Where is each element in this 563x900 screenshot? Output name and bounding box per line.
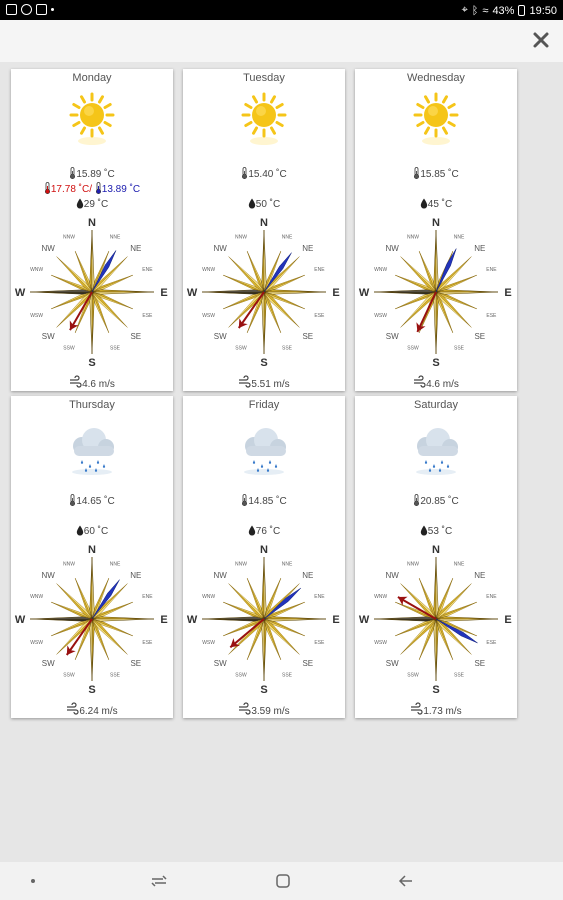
svg-text:WNW: WNW [374,267,388,273]
svg-text:ENE: ENE [314,267,325,273]
day-name: Monday [72,72,112,84]
temp-range-line [11,182,173,195]
svg-text:W: W [186,614,198,626]
humidity: 50 ˚C [255,199,281,210]
svg-text:E: E [332,614,340,626]
svg-text:S: S [260,357,268,369]
svg-text:SE: SE [130,331,142,341]
svg-text:SW: SW [385,658,399,668]
humidity-drop-icon [248,526,256,537]
svg-text:SE: SE [474,658,486,668]
svg-text:W: W [14,287,26,299]
svg-text:SW: SW [385,331,399,341]
svg-text:ESE: ESE [142,313,153,319]
temperature-line [11,494,173,507]
svg-text:NNW: NNW [235,234,247,241]
wind-line [11,377,173,390]
svg-text:NNW: NNW [407,234,419,241]
temp-max: 13.89 ˚C [101,184,141,195]
svg-text:SSW: SSW [63,345,75,352]
recent-apps-icon [150,872,168,890]
humidity-line [183,525,345,537]
dot-icon [24,872,42,890]
humidity-drop-icon [76,199,84,210]
back-button[interactable] [397,872,415,890]
day-name: Saturday [413,399,459,411]
humidity-drop-icon [76,526,84,537]
svg-text:S: S [88,684,96,696]
bluetooth-icon: ᛒ [471,4,479,17]
sun-icon [404,89,468,149]
wind-compass [358,544,512,696]
svg-text:ESE: ESE [314,313,325,319]
compass-rose [186,217,340,369]
humidity-drop-icon [248,199,256,210]
nav-dot-button[interactable] [24,872,42,890]
humidity-line [11,198,173,210]
day-name: Wednesday [407,72,465,84]
svg-text:SE: SE [474,331,486,341]
svg-text:NNE: NNE [281,234,293,241]
svg-text:NW: NW [41,244,55,254]
svg-text:S: S [260,684,268,696]
svg-text:E: E [504,614,512,626]
wind-compass [186,217,340,369]
wind-icon [69,379,82,390]
wind-icon [66,706,79,717]
svg-text:SSW: SSW [235,345,247,352]
thermometer-icon [95,184,102,195]
svg-text:WNW: WNW [202,594,216,600]
humidity-line [183,198,345,210]
close-icon [531,30,551,50]
svg-text:S: S [432,357,440,369]
svg-text:NW: NW [213,571,227,581]
back-icon [397,872,415,890]
app-header [0,20,563,62]
svg-text:E: E [332,287,340,299]
compass-rose [14,544,168,696]
more-notifications-icon [51,8,54,11]
humidity-line [355,198,517,210]
day-card[interactable] [11,396,173,718]
temperature: 15.89 ˚C [76,169,115,180]
day-card[interactable] [183,69,345,391]
temperature-line [183,494,345,507]
svg-text:NE: NE [302,571,314,581]
humidity-drop-icon [420,199,428,210]
rain-cloud-icon [232,416,296,476]
wind-compass [186,544,340,696]
svg-text:N: N [88,544,96,556]
wind-compass [14,217,168,369]
svg-text:N: N [260,217,268,229]
svg-text:S: S [432,684,440,696]
wind-speed: 5.51 m/s [251,379,290,390]
temperature: 15.85 ˚C [420,169,459,180]
svg-text:NW: NW [41,571,55,581]
svg-text:SE: SE [302,658,314,668]
notification-icons [6,4,54,15]
temperature: 20.85 ˚C [420,496,459,507]
temperature-line [11,167,173,180]
svg-text:NNE: NNE [281,561,293,568]
wind-compass [14,544,168,696]
svg-text:NE: NE [474,244,486,254]
svg-text:WSW: WSW [30,640,43,646]
sun-icon [60,89,124,149]
compass-rose [14,217,168,369]
wifi-icon: ≈ [482,4,489,17]
humidity-line [11,525,173,537]
compass-rose [186,544,340,696]
svg-text:SSW: SSW [407,345,419,352]
thermometer-icon [44,184,51,195]
svg-text:WSW: WSW [374,313,387,319]
svg-text:NNW: NNW [63,561,75,568]
day-card[interactable] [11,69,173,391]
svg-text:N: N [432,217,440,229]
svg-text:S: S [88,357,96,369]
svg-text:NE: NE [302,244,314,254]
svg-text:SSE: SSE [109,345,121,352]
day-card[interactable] [355,396,517,718]
wind-speed: 6.24 m/s [79,706,118,717]
clock: 19:50 [529,4,557,17]
svg-text:ESE: ESE [486,640,497,646]
svg-text:W: W [186,287,198,299]
svg-text:ENE: ENE [486,267,497,273]
wind-icon [238,379,251,390]
humidity: 60 ˚C [83,526,109,537]
svg-text:E: E [160,614,168,626]
humidity-drop-icon [420,526,428,537]
humidity: 76 ˚C [255,526,281,537]
humidity: 29 ˚C [83,199,109,210]
svg-text:SSE: SSE [453,345,465,352]
wind-icon [238,706,251,717]
svg-text:SSE: SSE [109,672,121,679]
wind-line [11,704,173,717]
temperature-line [355,167,517,180]
svg-text:WSW: WSW [202,313,215,319]
svg-text:NE: NE [474,571,486,581]
svg-text:WNW: WNW [30,594,44,600]
wind-icon [413,379,426,390]
svg-text:SW: SW [213,331,227,341]
wind-speed: 1.73 m/s [423,706,462,717]
battery-percent: 43% [492,4,515,17]
svg-text:WSW: WSW [374,640,387,646]
day-name: Thursday [69,399,115,411]
svg-text:SW: SW [41,331,55,341]
svg-text:WNW: WNW [374,594,388,600]
svg-text:ENE: ENE [486,594,497,600]
temperature-line [183,167,345,180]
temperature: 15.40 ˚C [248,169,287,180]
navigation-bar [0,862,563,900]
svg-text:WSW: WSW [30,313,43,319]
temperature-line [355,494,517,507]
svg-text:SSW: SSW [235,672,247,679]
wind-line [355,377,517,390]
home-icon [274,872,292,890]
svg-text:ENE: ENE [142,594,153,600]
document-icon [36,4,47,15]
svg-text:ESE: ESE [486,313,497,319]
sun-icon [232,89,296,149]
svg-text:NNE: NNE [453,234,465,241]
rain-cloud-icon [404,416,468,476]
svg-text:WSW: WSW [202,640,215,646]
svg-text:NNW: NNW [63,234,75,241]
svg-text:W: W [14,614,26,626]
svg-text:WNW: WNW [30,267,44,273]
svg-text:SSE: SSE [281,345,293,352]
temperature: 14.65 ˚C [76,496,115,507]
humidity: 53 ˚C [427,526,453,537]
home-button[interactable] [274,872,292,890]
wind-compass [358,217,512,369]
svg-text:NE: NE [130,571,142,581]
svg-text:E: E [160,287,168,299]
settings-icon [21,4,32,15]
svg-text:NW: NW [385,244,399,254]
day-name: Tuesday [243,72,285,84]
svg-text:E: E [504,287,512,299]
system-icons [462,4,557,17]
svg-text:N: N [432,544,440,556]
svg-text:N: N [88,217,96,229]
day-name: Friday [248,399,280,411]
close-button[interactable] [531,30,551,50]
svg-text:ENE: ENE [142,267,153,273]
svg-text:NNE: NNE [453,561,465,568]
wind-line [355,704,517,717]
day-card[interactable] [355,69,517,391]
svg-text:NE: NE [130,244,142,254]
wind-speed: 4.6 m/s [82,379,115,390]
status-bar [0,0,563,20]
svg-text:SE: SE [130,658,142,668]
svg-text:WNW: WNW [202,267,216,273]
svg-text:ESE: ESE [314,640,325,646]
temperature: 14.85 ˚C [248,496,287,507]
compass-rose [358,544,512,696]
svg-text:SSW: SSW [407,672,419,679]
svg-text:SSE: SSE [453,672,465,679]
svg-text:NNE: NNE [109,561,121,568]
svg-text:ENE: ENE [314,594,325,600]
wind-line [183,704,345,717]
svg-text:SW: SW [41,658,55,668]
svg-text:SW: SW [213,658,227,668]
svg-text:SE: SE [302,331,314,341]
svg-text:SSW: SSW [63,672,75,679]
svg-text:NNW: NNW [407,561,419,568]
wind-line [183,377,345,390]
wind-icon [410,706,423,717]
svg-text:SSE: SSE [281,672,293,679]
battery-icon [518,5,525,16]
location-icon: ⌖ [461,4,468,16]
day-card[interactable] [183,396,345,718]
wind-speed: 4.6 m/s [426,379,459,390]
humidity: 45 ˚C [427,199,453,210]
recent-apps-button[interactable] [150,872,168,890]
svg-text:NNW: NNW [235,561,247,568]
wind-speed: 3.59 m/s [251,706,290,717]
svg-text:NW: NW [213,244,227,254]
gallery-icon [6,4,17,15]
svg-text:ESE: ESE [142,640,153,646]
svg-text:NNE: NNE [109,234,121,241]
svg-text:N: N [260,544,268,556]
svg-text:NW: NW [385,571,399,581]
humidity-line [355,525,517,537]
svg-text:W: W [358,614,370,626]
rain-cloud-icon [60,416,124,476]
svg-text:W: W [358,287,370,299]
compass-rose [358,217,512,369]
temp-min: 17.78 ˚C/ [50,184,92,195]
